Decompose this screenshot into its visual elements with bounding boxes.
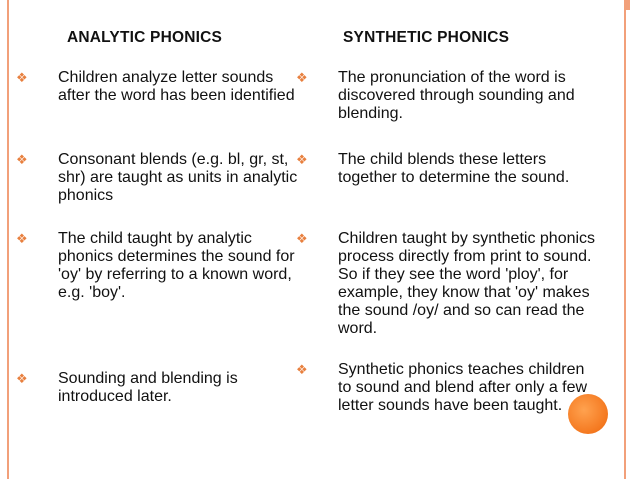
bullet-icon: ❖ — [296, 231, 308, 246]
bullet-icon: ❖ — [296, 70, 308, 85]
bullet-text: The child taught by analytic phonics determines the sound for 'oy' by referring to a known word, e.g. 'boy'. — [58, 230, 295, 301]
list-item — [16, 151, 306, 205]
slide-border-corner — [624, 0, 630, 10]
slide-border-right — [624, 0, 626, 479]
bullet-text: Synthetic phonics teaches children to sound and blend after only a few letter sounds have been taught. — [338, 361, 588, 414]
decorative-orb-icon — [568, 394, 608, 434]
bullet-icon: ❖ — [296, 152, 308, 167]
bullet-icon: ❖ — [16, 152, 28, 167]
slide-border-left — [7, 0, 9, 479]
bullet-icon: ❖ — [16, 70, 28, 85]
list-item — [16, 230, 306, 302]
analytic-phonics-heading: ANALYTIC PHONICS — [67, 29, 223, 46]
synthetic-phonics-heading: SYNTHETIC PHONICS — [343, 29, 510, 46]
bullet-icon: ❖ — [16, 371, 28, 386]
bullet-text: Sounding and blending is introduced later. — [58, 370, 238, 405]
list-item — [16, 69, 306, 105]
list-item — [16, 370, 306, 406]
bullet-icon: ❖ — [16, 231, 28, 246]
list-item — [296, 361, 596, 415]
bullet-icon: ❖ — [296, 362, 308, 377]
list-item — [296, 69, 596, 123]
bullet-text: Children taught by synthetic phonics process directly from print to sound. So if they see the word 'ploy', for example, they know that 'oy' makes the sound /oy/ and so can read the word. — [338, 230, 596, 337]
bullet-text: Consonant blends (e.g. bl, gr, st, shr) are taught as units in analytic phonics — [58, 151, 298, 204]
list-item — [296, 151, 596, 187]
bullet-text: The child blends these letters together to determine the sound. — [338, 151, 570, 186]
bullet-text: The pronunciation of the word is discovered through sounding and blending. — [338, 69, 575, 122]
bullet-text: Children analyze letter sounds after the word has been identified — [58, 69, 295, 104]
list-item — [296, 230, 596, 338]
